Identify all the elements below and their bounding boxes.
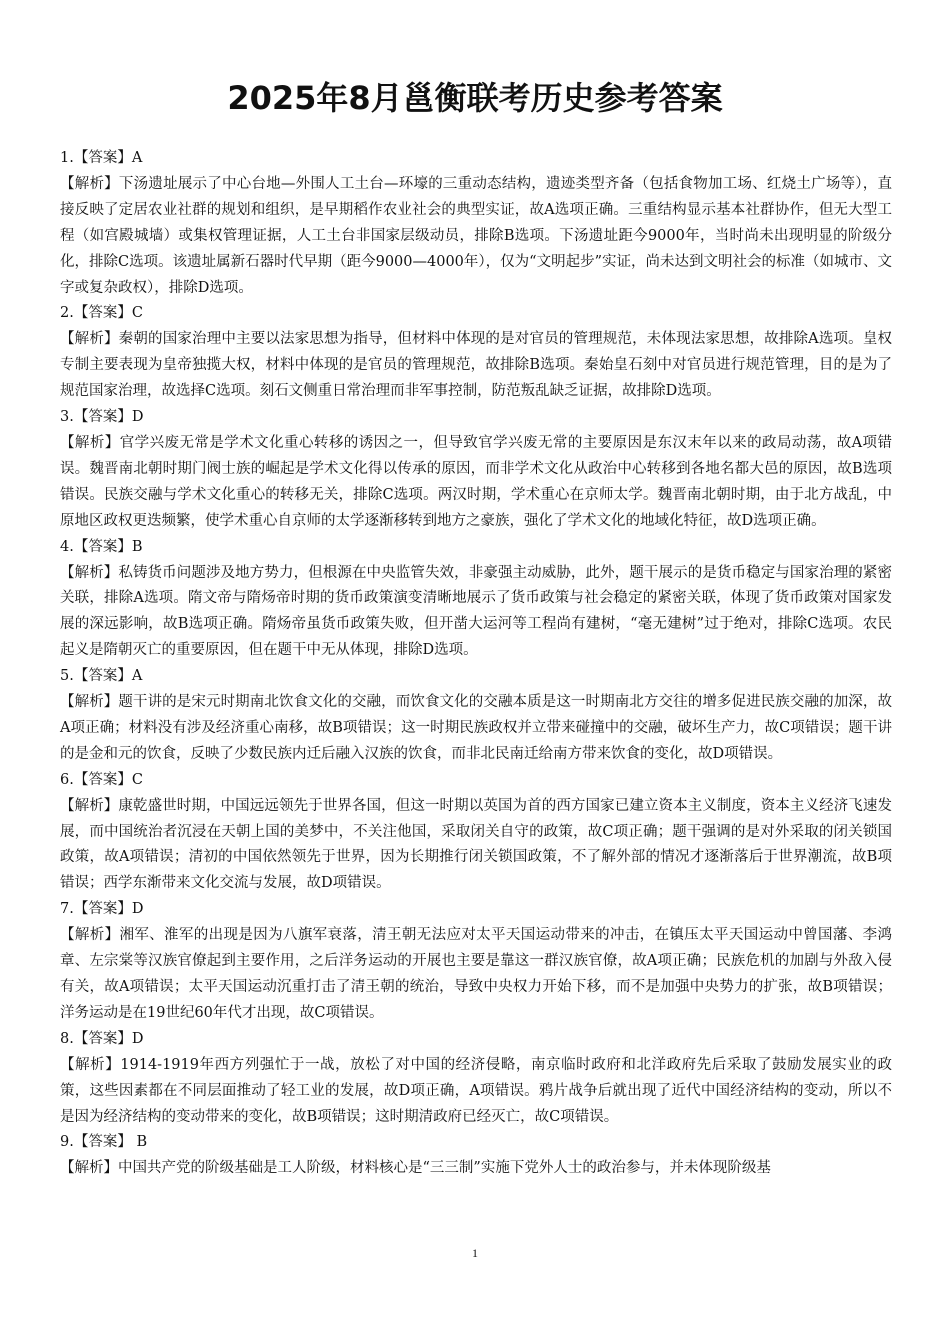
answer-line: 4.【答案】B (60, 538, 143, 555)
question-1 (60, 146, 892, 301)
explanation: 【解析】题干讲的是宋元时期南北饮食文化的交融，而饮食文化的交融本质是这一时期南北方交往的增多促进民族交融的加深，故A项正确；材料没有涉及经济重心南移，故B项错误；这一时期民族政权并立带来碰撞中的交融，破坏生产力，故C项错误；题干讲的是金和元的饮食，反映了少数民族内迁后融入汉族的饮食，而非北民南迁给南方带来饮食的变化，故D项错误。 (60, 694, 892, 762)
question-8 (60, 1027, 892, 1131)
answer-line: 7.【答案】D (60, 901, 144, 918)
explanation: 【解析】私铸货币问题涉及地方势力，但根源在中央监管失效，非豪强主动威胁，此外，题干展示的是货币稳定与国家治理的紧密关联，排除A选项。隋文帝与隋炀帝时期的货币政策演变清晰地展示了货币政策与社会稳定的紧密关联，体现了货币政策对国家发展的深远影响，故B选项正确。隋炀帝虽货币政策失败，但开凿大运河等工程尚有建树，“毫无建树”过于绝对，排除C选项。农民起义是隋朝灭亡的重要原因，但在题干中无从体现，排除D选项。 (60, 564, 892, 659)
explanation: 【解析】湘军、淮军的出现是因为八旗军衰落，清王朝无法应对太平天国运动带来的冲击，在镇压太平天国运动中曾国藩、李鸿章、左宗棠等汉族官僚起到主要作用，之后洋务运动的开展也主要是靠这一群汉族官僚，故A项正确；民族危机的加剧与外敌入侵有关，故A项错误；太平天国运动沉重打击了清王朝的统治，导致中央权力开始下移，而不是加强中央势力的扩张，故B项错误；洋务运动是在19世纪60年代才出现，故C项错误。 (60, 927, 892, 1021)
answer-line: 9.【答案】 B (60, 1134, 148, 1151)
answer-line: 5.【答案】A (60, 668, 143, 685)
page-number: 1 (472, 1246, 478, 1260)
answer-line: 8.【答案】D (60, 1030, 144, 1047)
page-title: 2025年8月邕衡联考历史参考答案 (227, 79, 723, 117)
question-2 (60, 301, 892, 405)
explanation: 【解析】康乾盛世时期，中国远远领先于世界各国，但这一时期以英国为首的西方国家已建立资本主义制度，资本主义经济飞速发展，而中国统治者沉浸在天朝上国的美梦中，不关注他国，采取闭关自守的政策，故C项正确；题干强调的是对外采取的闭关锁国政策，故A项错误；清初的中国依然领先于世界，因为长期推行闭关锁国政策，不了解外部的情况才逐渐落后于世界潮流，故B项错误；西学东渐带来文化交流与发展，故D项错误。 (60, 797, 892, 892)
explanation: 【解析】官学兴废无常是学术文化重心转移的诱因之一，但导致官学兴废无常的主要原因是东汉末年以来的政局动荡，故A项错误。魏晋南北朝时期门阀士族的崛起是学术文化得以传承的原因，而非学术文化从政治中心转移到各地名都大邑的原因，故B选项错误。民族交融与学术文化重心的转移无关，排除C选项。两汉时期，学术重心在京师太学。魏晋南北朝时期，由于北方战乱，中原地区政权更迭频繁，使学术重心自京师的太学逐渐移转到地方之豪族，强化了学术文化的地域化特征，故D选项正确。 (60, 434, 892, 529)
answer-content (60, 146, 892, 1182)
explanation: 【解析】下汤遗址展示了中心台地—外围人工土台—环壕的三重动态结构，遗迹类型齐备（包括食物加工场、红烧土广场等），直接反映了定居农业社群的规划和组织，是早期稻作农业社会的典型实证，故A选项正确。三重结构显示基本社群协作，但无大型工程（如宫殿城墙）或集权管理证据，人工土台非国家层级动员，排除B选项。下汤遗址距今9000年，当时尚未出现明显的阶级分化，排除C选项。该遗址属新石器时代早期（距今9000—4000年），仅为“文明起步”实证，尚未达到文明社会的标准（如城市、文字或复杂政权），排除D选项。 (60, 175, 892, 296)
question-3 (60, 405, 892, 535)
explanation: 【解析】中国共产党的阶级基础是工人阶级，材料核心是“三三制”实施下党外人士的政治参与，并未体现阶级基 (60, 1160, 771, 1177)
answer-line: 6.【答案】C (60, 771, 143, 788)
explanation: 【解析】秦朝的国家治理中主要以法家思想为指导，但材料中体现的是对官员的管理规范，未体现法家思想，故排除A选项。皇权专制主要表现为皇帝独揽大权，材料中体现的是官员的管理规范，故排除B选项。秦始皇石刻中对官员进行规范管理，目的是为了规范国家治理，故选择C选项。刻石文侧重日常治理而非军事控制，防范叛乱缺乏证据，故排除D选项。 (60, 331, 892, 400)
answer-line: 2.【答案】C (60, 305, 143, 322)
question-7 (60, 897, 892, 1027)
answer-line: 1.【答案】A (60, 150, 143, 166)
question-5 (60, 664, 892, 768)
question-6 (60, 768, 892, 898)
question-9 (60, 1130, 892, 1182)
explanation: 【解析】1914-1919年西方列强忙于一战，放松了对中国的经济侵略，南京临时政府和北洋政府先后采取了鼓励发展实业的政策，这些因素都在不同层面推动了轻工业的发展，故D项正确，A项错误。鸦片战争后就出现了近代中国经济结构的变动，所以不是因为经济结构的变动带来的变化，故B项错误；这时期清政府已经灭亡，故C项错误。 (60, 1056, 892, 1125)
answer-line: 3.【答案】D (60, 409, 144, 426)
question-4 (60, 535, 892, 665)
